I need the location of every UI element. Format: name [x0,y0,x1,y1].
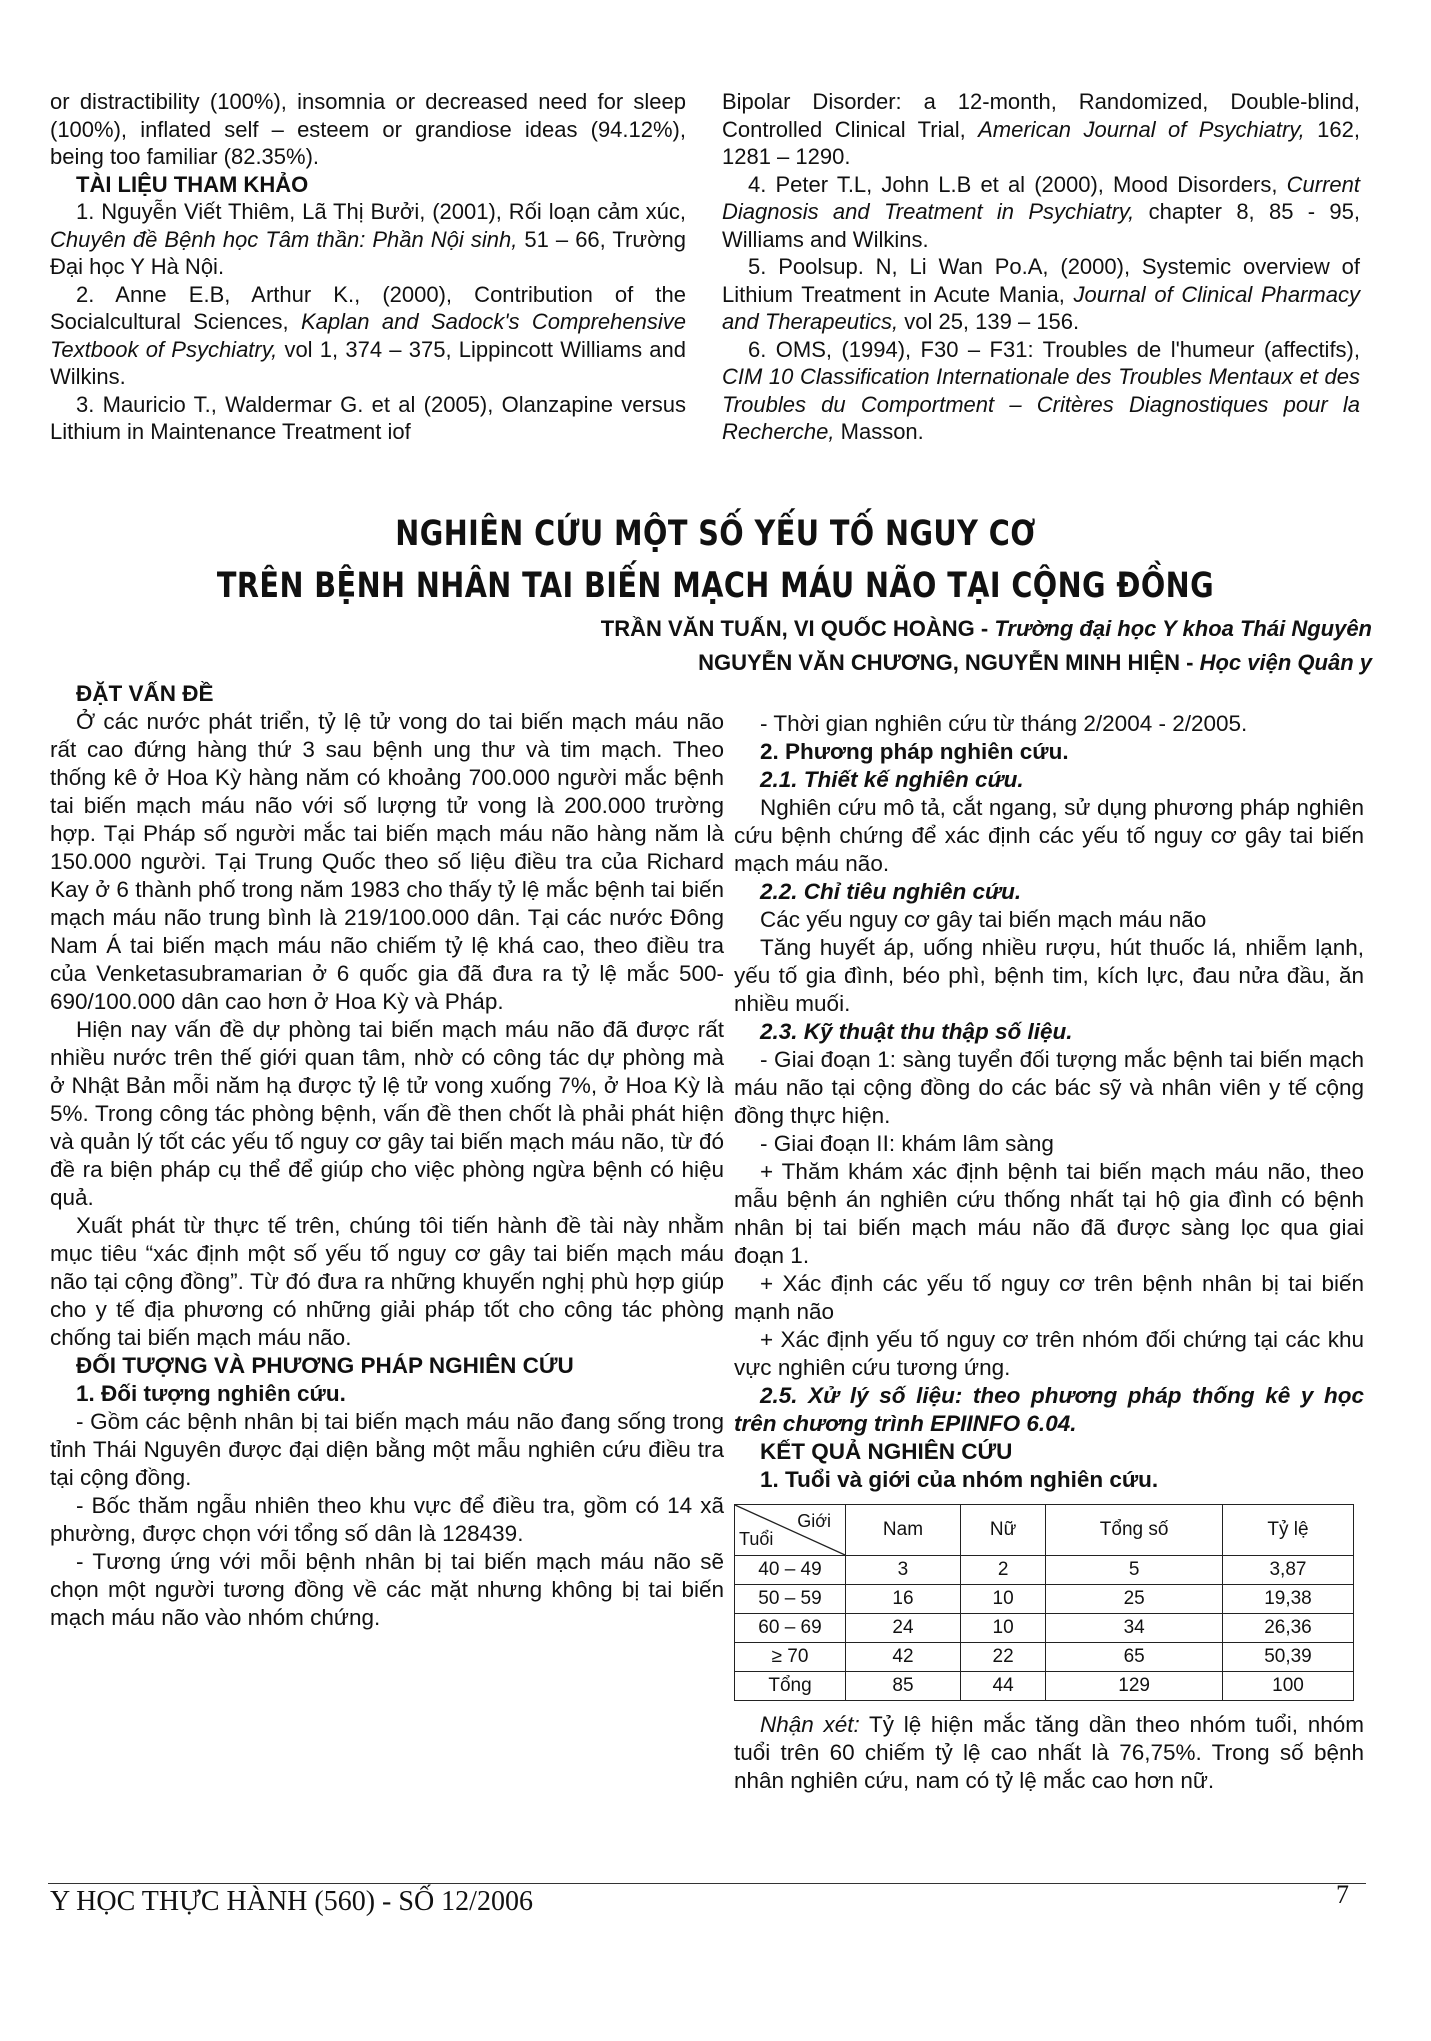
subsection-heading-subjects: 1. Đối tượng nghiên cứu. [76,1381,346,1406]
design-paragraph: Nghiên cứu mô tả, cắt ngang, sử dụng phương pháp nghiên cứu bệnh chứng để xác định các yếu tố nguy cơ gây tai biến mạch máu não. [734,795,1364,876]
subjects-paragraph-3: - Tương ứng với mỗi bệnh nhân bị tai biến mạch máu não sẽ chọn một người tương đồng về các mặt nhưng không bị tai biến mạch máu não vào nhóm chứng. [50,1549,724,1630]
table-cell: 26,36 [1222,1614,1353,1643]
table-cell: ≥ 70 [735,1643,846,1672]
table-cell: 50 – 59 [735,1585,846,1614]
table-cell: 50,39 [1222,1643,1353,1672]
table-cell: 34 [1046,1614,1223,1643]
table-cell: 10 [960,1614,1045,1643]
subsection-heading-methods: 2. Phương pháp nghiên cứu. [760,739,1069,764]
subjects-paragraph-1: - Gồm các bệnh nhân bị tai biến mạch máu não đang sống trong tỉnh Thái Nguyên được đại diện bằng một mẫu nghiên cứu điều tra tại cộng đồng. [50,1409,724,1490]
table-cell: 19,38 [1222,1585,1353,1614]
technique-paragraph-2: - Giai đoạn II: khám lâm sàng [760,1131,1054,1156]
author-names: TRẦN VĂN TUẤN, VI QUỐC HOÀNG - [600,616,995,641]
ref-text: chapter 8, 85 - 95, Williams and Wilkins. [722,199,1360,252]
body-left-column [50,680,724,1632]
section-heading-intro: ĐẶT VẤN ĐỀ [76,681,214,706]
subsection-2-1: 2.1. Thiết kế nghiên cứu. [760,767,1024,792]
ref-text: 51 – 66, Trường Đại học Y Hà Nội. [50,226,687,279]
table-cell: 44 [960,1672,1045,1701]
subsection-2-3: 2.3. Kỹ thuật thu thập số liệu. [760,1019,1073,1044]
ref-text: vol 25, 139 – 156. [898,309,1080,334]
ref-source: Current Diagnosis and Treatment in Psychiatry, [722,171,1360,224]
table-cell: 22 [960,1643,1045,1672]
table-remark [734,1711,1364,1795]
age-sex-table-wrap [734,1504,1364,1701]
table-cell: 3 [846,1556,961,1585]
table-cell: 65 [1046,1643,1223,1672]
table-cell: 40 – 49 [735,1556,846,1585]
ref-source: Journal of Clinical Pharmacy and Therapeutics, [722,281,1360,334]
table-cell: 5 [1046,1556,1223,1585]
remark-label: Nhận xét: [760,1712,860,1737]
table-row [735,1556,1354,1585]
reference-3-cont [722,88,1360,171]
table-cell: 24 [846,1614,961,1643]
ref-text: 4. Peter T.L, John L.B et al (2000), Mood Disorders, [748,171,1287,197]
table-cell: 100 [1222,1672,1353,1701]
technique-paragraph-5: + Xác định yếu tố nguy cơ trên nhóm đối chứng tại các khu vực nghiên cứu tương ứng. [734,1327,1364,1380]
author-names: NGUYỄN VĂN CHƯƠNG, NGUYỄN MINH HIỆN - [698,650,1200,675]
conclusion-paragraph: or distractibility (100%), insomnia or decreased need for sleep (100%), inflated self – esteem or grandiose ideas (94.12%), being too familiar (82.35%). [50,89,686,169]
top-right-column [722,88,1360,446]
table-cell: 3,87 [1222,1556,1353,1585]
page-number: 7 [1336,1880,1349,1909]
journal-footer: Y HỌC THỰC HÀNH (560) - SỐ 12/2006 [50,1886,533,1917]
reference-5 [722,253,1360,336]
authors-block [0,612,1372,680]
top-left-column [50,88,686,446]
subsection-2-2: 2.2. Chỉ tiêu nghiên cứu. [760,879,1022,904]
table-header-cell: Nam [846,1505,961,1556]
ref-text: vol 1, 374 – 375, Lippincott Williams and Wilkins. [50,336,686,389]
intro-paragraph-1: Ở các nước phát triển, tỷ lệ tử vong do tai biến mạch máu não rất cao đứng hàng thứ 3 sau bệnh ung thư và tim mạch. Theo thống kê ở Hoa Kỳ hàng năm có khoảng 700.000 người mắc bệnh tai biến mạch máu não với số lượng tử vong là 200.000 trường hợp. Tại Pháp số người mắc tai biến mạch máu não hàng năm là 150.000 người. Tại Trung Quốc theo số liệu điều tra của Richard Kay ở 6 thành phố trong năm 1983 cho thấy tỷ lệ mắc bệnh tai biến mạch máu não trung bình là 219/100.000 dân. Tại các nước Đông Nam Á tai biến mạch máu não chiếm tỷ lệ khá cao, theo điều tra của Venketasubramarian ở 6 quốc gia đã đưa ra tỷ lệ mắc 500-690/100.000 dân cao hơn ở Hoa Kỳ và Pháp. [50,709,724,1014]
table-header-cell: Tỷ lệ [1222,1505,1353,1556]
ref-text: Masson. [834,419,924,444]
ref-text: 5. Poolsup. N, Li Wan Po.A, (2000), Systemic overview of Lithium Treatment in Acute Mania, [722,254,1360,307]
indicators-paragraph-2: Tăng huyết áp, uống nhiều rượu, hút thuốc lá, nhiễm lạnh, yếu tố gia đình, béo phì, bệnh tim, kích lực, đau nửa đầu, ăn nhiều muối. [734,935,1364,1016]
study-period: - Thời gian nghiên cứu từ tháng 2/2004 - 2/2005. [760,711,1248,736]
author-line-1 [0,612,1372,646]
table-row-total [735,1672,1354,1701]
indicators-paragraph-1: Các yếu nguy cơ gây tai biến mạch máu não [760,907,1207,932]
ref-text: 1. Nguyễn Viết Thiêm, Lã Thị Bưởi, (2001), Rối loạn cảm xúc, [76,199,686,224]
table-cell: Tổng [735,1672,846,1701]
technique-paragraph-1: - Giai đoạn 1: sàng tuyển đối tượng mắc bệnh tai biến mạch máu não tại cộng đồng do các bác sỹ và nhân viên y tế cộng đồng thực hiện. [734,1047,1364,1128]
table-cell: 10 [960,1585,1045,1614]
reference-1 [50,198,686,281]
table-cell: 42 [846,1643,961,1672]
table-corner-cell [735,1505,846,1556]
subsection-2-5: 2.5. Xử lý số liệu: theo phương pháp thống kê y học trên chương trình EPIINFO 6.04. [734,1383,1364,1436]
remark-text: Tỷ lệ hiện mắc tăng dần theo nhóm tuổi, nhóm tuổi trên 60 chiếm tỷ lệ cao nhất là 76,75%. Trong số bệnh nhân nghiên cứu, nam có tỷ lệ mắc cao hơn nữ. [734,1712,1364,1793]
technique-paragraph-4: + Xác định các yếu tố nguy cơ trên bệnh nhân bị tai biến mạnh não [734,1271,1364,1324]
ref-text: 2. Anne E.B, Arthur K., (2000), Contribution of the Socialcultural Sciences, [50,281,686,334]
table-cell: 60 – 69 [735,1614,846,1643]
age-sex-table [734,1504,1354,1701]
ref-text: Bipolar Disorder: a 12-month, Randomized, Double-blind, Controlled Clinical Trial, [722,89,1360,142]
ref-source: CIM 10 Classification Internationale des Troubles Mentaux et des Troubles du Comportment – Critères Diagnostiques pour la Recherche, [722,364,1360,444]
table-cell: 129 [1046,1672,1223,1701]
table-cell: 16 [846,1585,961,1614]
article-title [129,508,1302,612]
footer-rule [48,1883,1366,1884]
corner-label-sex: Giới [797,1511,831,1531]
table-caption: 1. Tuổi và giới của nhóm nghiên cứu. [760,1467,1159,1492]
section-heading-results: KẾT QUẢ NGHIÊN CỨU [760,1439,1013,1464]
table-header-row [735,1505,1354,1556]
table-row [735,1585,1354,1614]
reference-3: 3. Mauricio T., Waldermar G. et al (2005), Olanzapine versus Lithium in Maintenance Treatment iof [50,391,686,444]
subjects-paragraph-2: - Bốc thăm ngẫu nhiên theo khu vực để điều tra, gồm có 14 xã phường, được chọn với tổng số dân là 128439. [50,1493,724,1546]
technique-paragraph-3: + Thăm khám xác định bệnh tai biến mạch máu não, theo mẫu bệnh án nghiên cứu thống nhất tại hộ gia đình có bệnh nhân bị tai biến mạch máu não đã được sàng lọc qua giai đoạn 1. [734,1159,1364,1268]
ref-source: Kaplan and Sadock's Comprehensive Textbook of Psychiatry, [50,309,686,362]
section-heading-methods: ĐỐI TƯỢNG VÀ PHƯƠNG PHÁP NGHIÊN CỨU [76,1353,574,1378]
reference-2 [50,281,686,391]
table-cell: 2 [960,1556,1045,1585]
ref-source: Chuyên đề Bệnh học Tâm thần: Phần Nội sinh, [50,226,518,252]
references-heading: TÀI LIỆU THAM KHẢO [76,171,309,197]
ref-source: American Journal of Psychiatry, [978,116,1305,142]
body-right-column [734,710,1364,1795]
ref-text: 162, 1281 – 1290. [722,116,1361,169]
ref-text: 6. OMS, (1994), F30 – F31: Troubles de l'humeur (affectifs), [748,336,1360,362]
table-cell: 85 [846,1672,961,1701]
intro-paragraph-3: Xuất phát từ thực tế trên, chúng tôi tiến hành đề tài này nhằm mục tiêu “xác định một số yếu tố nguy cơ gây tai biến mạch máu não tại cộng đồng”. Từ đó đưa ra những khuyến nghị phù hợp giúp cho y tế địa phương có những giải pháp tốt cho công tác phòng chống tai biến mạch máu não. [50,1213,724,1350]
reference-4 [722,171,1360,254]
table-cell: 25 [1046,1585,1223,1614]
table-header-cell: Tổng số [1046,1505,1223,1556]
table-row [735,1643,1354,1672]
author-affiliation: Trường đại học Y khoa Thái Nguyên [994,616,1372,641]
author-line-2 [0,646,1372,680]
author-affiliation: Học viện Quân y [1199,650,1372,675]
table-header-cell: Nữ [960,1505,1045,1556]
reference-6 [722,336,1360,446]
corner-label-age: Tuổi [739,1529,774,1549]
title-line-1: NGHIÊN CỨU MỘT SỐ YẾU TỐ NGUY CƠ [395,514,1036,554]
table-row [735,1614,1354,1643]
intro-paragraph-2: Hiện nay vấn đề dự phòng tai biến mạch máu não đã được rất nhiều nước trên thế giới quan tâm, nhờ có công tác dự phòng mà ở Nhật Bản mỗi năm hạ được tỷ lệ tử vong xuống 7%, ở Hoa Kỳ là 5%. Trong công tác phòng bệnh, vấn đề then chốt là phải phát hiện và quản lý tốt các yếu tố nguy cơ gây tai biến mạch máu não, từ đó đề ra biện pháp cụ thể để giúp cho việc phòng ngừa bệnh có hiệu quả. [50,1017,724,1210]
title-line-2: TRÊN BỆNH NHÂN TAI BIẾN MẠCH MÁU NÃO TẠI CỘNG ĐỒNG [216,566,1215,606]
